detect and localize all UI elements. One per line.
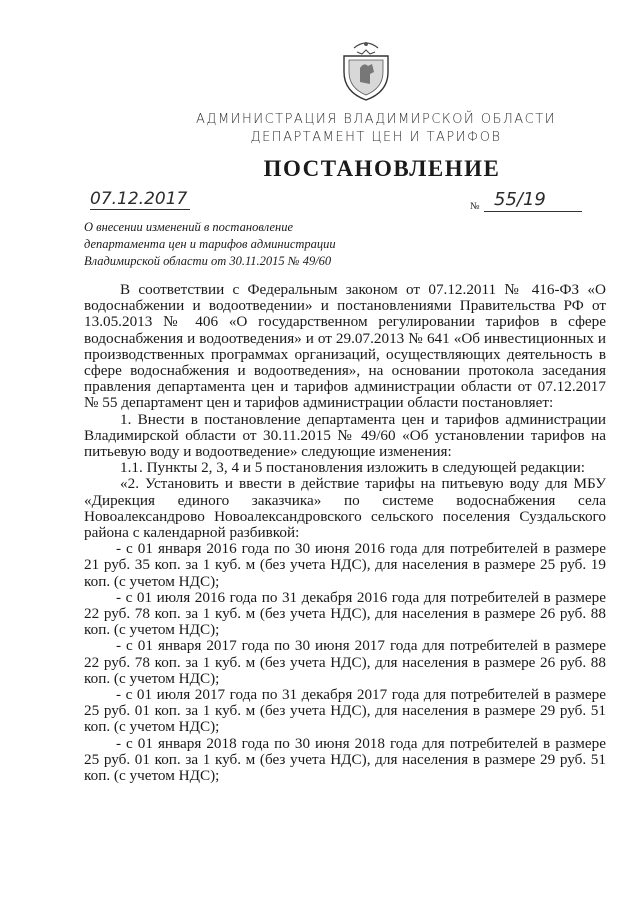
document-subject <box>84 219 364 270</box>
point-1-1-paragraph: 1.1. Пункты 2, 3, 4 и 5 постановления изложить в следующей редакции: <box>120 459 585 477</box>
tariff-list-item: - с 01 января 2018 года по 30 июня 2018 года для потребителей в размере 25 руб. 01 коп. за 1 куб. м (без учета НДС), для населения в размере 29 руб. 51 коп. (с учетом НДС); <box>84 734 606 785</box>
tariff-list-item: - с 01 июля 2017 года по 31 декабря 2017 года для потребителей в размере 25 руб. 01 коп. за 1 куб. м (без учета НДС), для населения в размере 29 руб. 51 коп. (с учетом НДС); <box>84 686 606 736</box>
preamble-paragraph: В соответствии с Федеральным законом от 07.12.2011 № 416-ФЗ «О водоснабжении и водоотведении» и постановлениями Правительства РФ от 13.05.2013 № 406 «О государственном регулировании тарифов в сфере водоснабжения и водоотведения» и от 29.07.2013 № 641 «Об инвестиционных и производственных программах организаций, осуществляющих деятельность в сфере водоснабжения и водоотведения», на основании протокола заседания правления департамента цен и тарифов администрации области от 07.12.2017 № 55 департамент цен и тарифов администрации области постановляет: <box>84 281 606 412</box>
department-name: ДЕПАРТАМЕНТ ЦЕН И ТАРИФОВ <box>250 130 502 145</box>
tariff-list-item: - с 01 января 2017 года по 30 июня 2017 года для потребителей в размере 22 руб. 78 коп. за 1 куб. м (без учета НДС), для населения в размере 26 руб. 88 коп. (с учетом НДС); <box>84 637 606 687</box>
document-body <box>84 282 606 784</box>
subject-line: департамента цен и тарифов администрации <box>84 237 336 251</box>
point-1-paragraph: 1. Внести в постановление департамента цен и тарифов администрации Владимирской области от 30.11.2015 № 49/60 «Об установлении тарифов на питьевую воду и водоотведение» следующие изменения: <box>84 410 606 461</box>
number-label: № <box>470 201 480 212</box>
coat-of-arms-icon <box>340 38 392 102</box>
document-number: 55/19 <box>484 189 582 212</box>
organization-name: АДМИНИСТРАЦИЯ ВЛАДИМИРСКОЙ ОБЛАСТИ <box>195 112 557 127</box>
document-date: 07.12.2017 <box>90 189 190 210</box>
document-type-title: ПОСТАНОВЛЕНИЕ <box>263 156 501 181</box>
tariff-list-item: - с 01 января 2016 года по 30 июня 2016 года для потребителей в размере 21 руб. 35 коп. за 1 куб. м (без учета НДС), для населения в размере 25 руб. 19 коп. (с учетом НДС); <box>84 540 606 590</box>
tariff-list-item: - с 01 июля 2016 года по 31 декабря 2016 года для потребителей в размере 22 руб. 78 коп. за 1 куб. м (без учета НДС), для населения в размере 26 руб. 88 коп. (с учетом НДС); <box>84 588 606 639</box>
subject-line: Владимирской области от 30.11.2015 № 49/60 <box>84 254 332 268</box>
point-2-paragraph: «2. Установить и ввести в действие тарифы на питьевую воду для МБУ «Дирекция единого заказчика» по системе водоснабжения села Новоалександрово Новоалександровского сельского поселения Суздальского района с календарной разбивкой: <box>84 475 606 542</box>
subject-line: О внесении изменений в постановление <box>84 220 294 234</box>
